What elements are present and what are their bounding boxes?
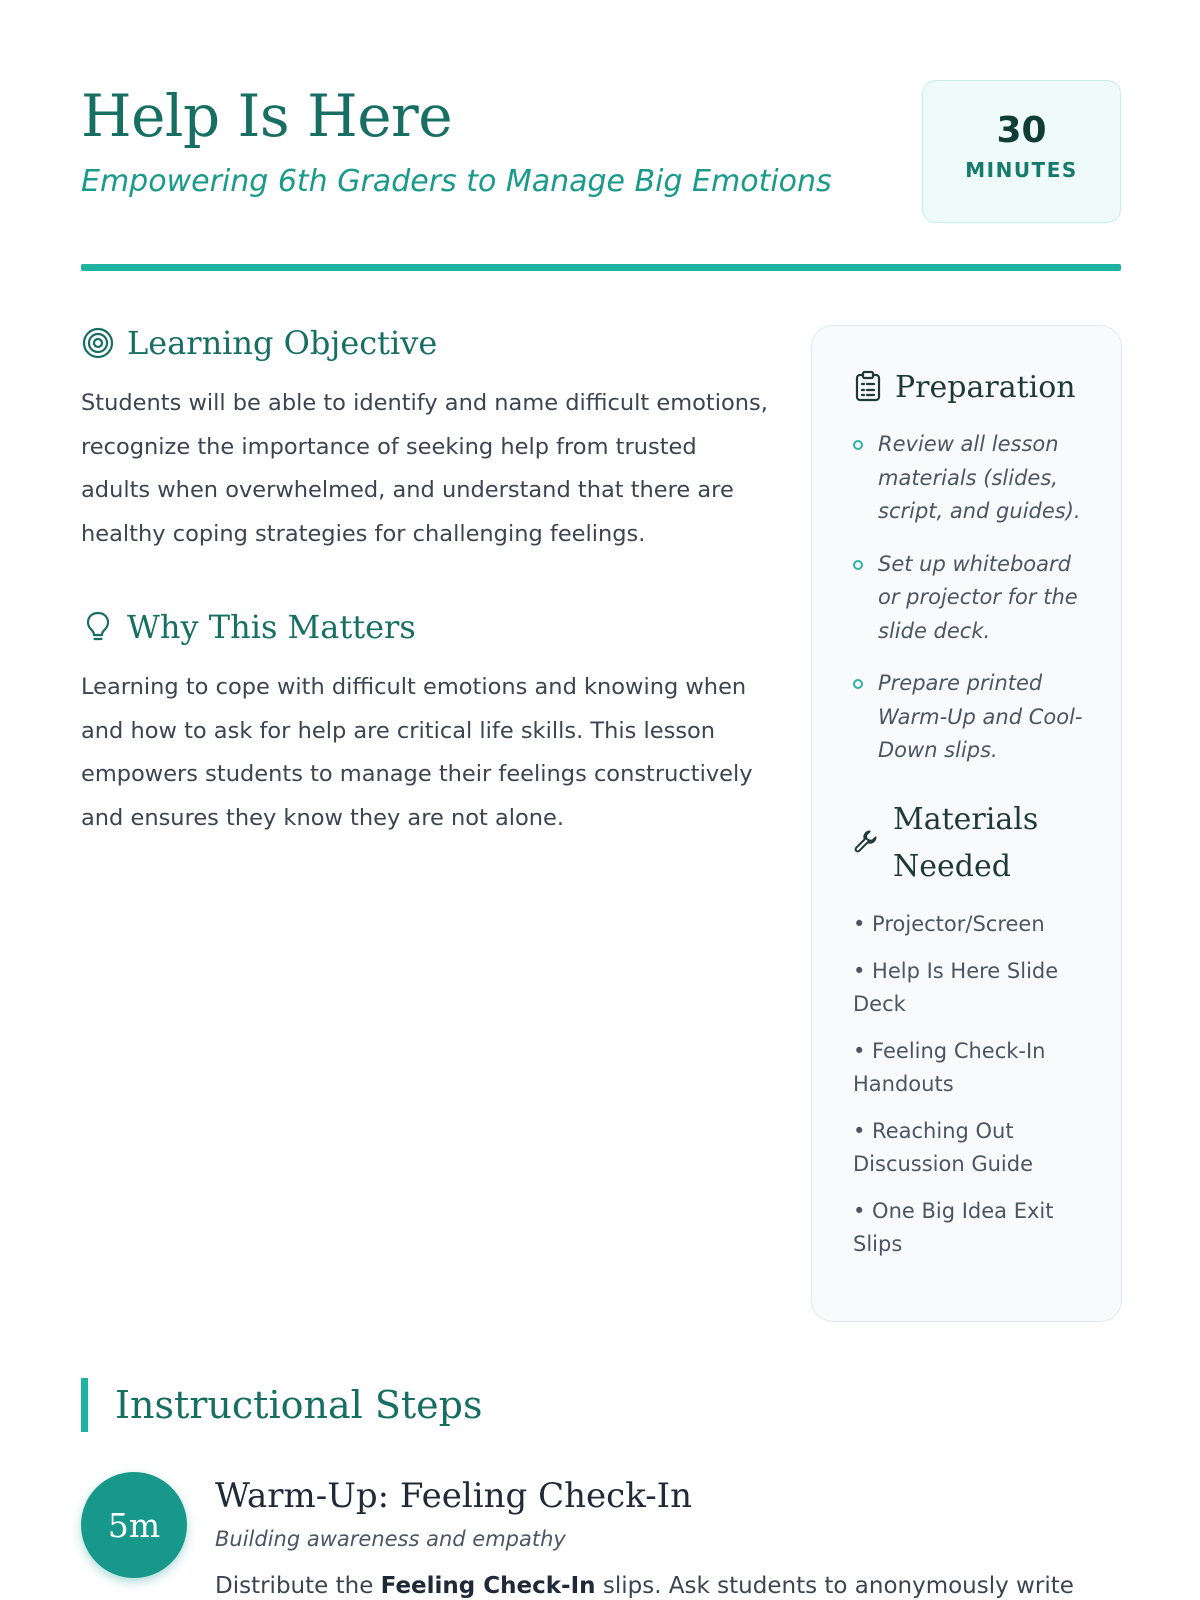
instructional-steps-heading xyxy=(81,1378,482,1432)
step-body xyxy=(215,1472,1121,1600)
materials-title: Materials Needed xyxy=(893,801,1039,884)
materials-item: • One Big Idea Exit Slips xyxy=(853,1198,1054,1256)
lightbulb-icon xyxy=(81,610,115,644)
lesson-header xyxy=(81,80,1121,230)
step-description xyxy=(215,1568,1121,1600)
wrench-icon xyxy=(853,828,879,858)
preparation-title: Preparation xyxy=(895,370,1076,405)
lesson-plan-page xyxy=(81,0,1121,1600)
why-this-matters-section xyxy=(81,604,771,840)
why-this-matters-heading xyxy=(81,604,771,650)
step-duration-badge: 5m xyxy=(81,1472,187,1578)
preparation-card xyxy=(811,325,1122,1322)
learning-objective-heading xyxy=(81,320,771,366)
instructional-steps-title: Instructional Steps xyxy=(115,1383,483,1427)
preparation-list xyxy=(853,428,1085,768)
header-divider xyxy=(81,264,1121,271)
learning-objective-title: Learning Objective xyxy=(127,324,438,362)
target-icon xyxy=(81,326,115,360)
preparation-item-text: Review all lesson materials (slides, script, and guides). xyxy=(878,432,1081,523)
materials-item: • Help Is Here Slide Deck xyxy=(853,958,1059,1016)
page-title: Help Is Here xyxy=(81,82,453,150)
preparation-item xyxy=(853,428,1085,529)
why-this-matters-title: Why This Matters xyxy=(127,608,416,646)
materials-item: • Reaching Out Discussion Guide xyxy=(853,1118,1034,1176)
materials-item: • Feeling Check-In Handouts xyxy=(853,1038,1046,1096)
duration-badge xyxy=(922,80,1121,223)
duration-unit: MINUTES xyxy=(965,158,1078,182)
preparation-item xyxy=(853,667,1085,768)
bullet-icon xyxy=(853,560,863,570)
materials-list xyxy=(853,908,1085,1261)
learning-objective-section xyxy=(81,320,771,556)
duration-value: 30 xyxy=(996,110,1047,151)
step-text-bold: Feeling Check-In xyxy=(380,1573,596,1599)
learning-objective-text: Students will be able to identify and name difficult emotions, recognize the importance of seeking help from trusted adults when overwhelmed, and understand that there are healthy coping strategies for challenging feelings. xyxy=(81,390,768,547)
materials-item: • Projector/Screen xyxy=(853,911,1045,936)
step-subtitle: Building awareness and empathy xyxy=(215,1527,566,1551)
step-title: Warm-Up: Feeling Check-In xyxy=(215,1476,693,1516)
materials-heading xyxy=(853,796,1085,890)
page-subtitle: Empowering 6th Graders to Manage Big Emotions xyxy=(81,164,832,199)
lesson-overview xyxy=(81,320,771,840)
step-text-end: slips. Ask students to anonymously write xyxy=(595,1573,1074,1599)
clipboard-icon xyxy=(853,370,883,406)
step-text-start: Distribute the xyxy=(215,1573,381,1599)
preparation-item xyxy=(853,548,1085,649)
preparation-heading xyxy=(853,366,1085,410)
bullet-icon xyxy=(853,679,863,689)
why-this-matters-text: Learning to cope with difficult emotions and knowing when and how to ask for help are critical life skills. This lesson empowers students to manage their feelings constructively and ensures they know they are not alone. xyxy=(81,674,753,831)
bullet-icon xyxy=(853,440,863,450)
preparation-item-text: Set up whiteboard or projector for the slide deck. xyxy=(878,551,1078,643)
preparation-item-text: Prepare printed Warm-Up and Cool-Down slips. xyxy=(878,671,1083,762)
